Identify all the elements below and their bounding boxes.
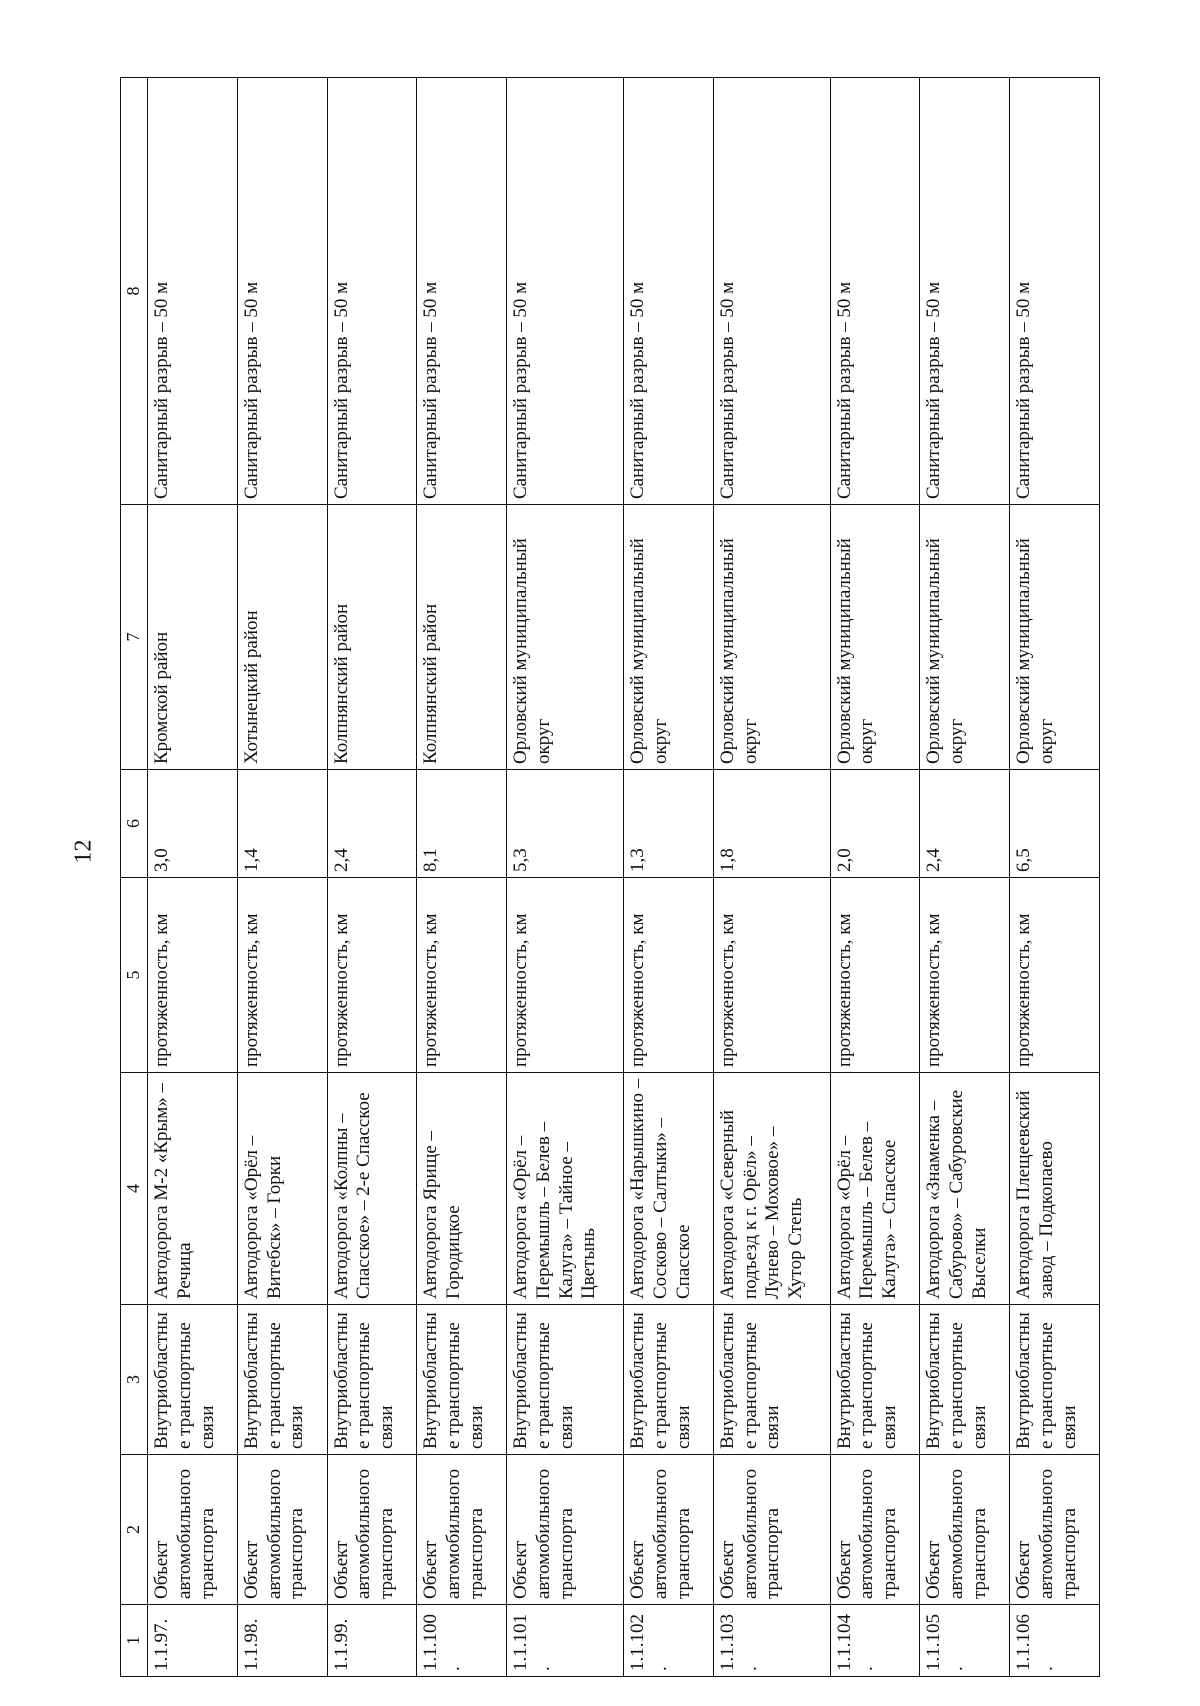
table-cell: протяженность, км (507, 878, 624, 1073)
table-cell: Санитарный разрыв – 50 м (417, 78, 507, 505)
table-row (417, 78, 507, 1677)
table-cell: Внутриобластные транспортные связи (920, 1305, 1010, 1455)
table-row (830, 78, 920, 1677)
table-row (327, 78, 417, 1677)
table-cell: Автодорога «Знаменка – Сабурово» – Сабуровские Выселки (920, 1073, 1010, 1305)
table-cell: Орловский муниципальный округ (713, 505, 830, 770)
table-cell: 1,8 (713, 770, 830, 878)
table-row (237, 78, 327, 1677)
table-cell: Хотынецкий район (237, 505, 327, 770)
table-cell: 1.1.106. (1010, 1605, 1100, 1677)
table-cell: Объект автомобильного транспорта (507, 1455, 624, 1605)
table-cell: Орловский муниципальный округ (507, 505, 624, 770)
table-cell: протяженность, км (920, 878, 1010, 1073)
table-cell: Колпнянский район (327, 505, 417, 770)
table-cell: 1,4 (237, 770, 327, 878)
table-row (1010, 78, 1100, 1677)
table-cell: Автодорога Ярище – Городицкое (417, 1073, 507, 1305)
table-cell: Внутриобластные транспортные связи (830, 1305, 920, 1455)
table-cell: 1.1.99. (327, 1605, 417, 1677)
table-cell: 1.1.104. (830, 1605, 920, 1677)
table-header-row (121, 78, 148, 1677)
table-cell: Кромской район (148, 505, 238, 770)
table-cell: 1.1.101. (507, 1605, 624, 1677)
table-cell: Внутриобластные транспортные связи (623, 1305, 713, 1455)
table-cell: протяженность, км (327, 878, 417, 1073)
table-cell: Внутриобластные транспортные связи (417, 1305, 507, 1455)
table-cell: Санитарный разрыв – 50 м (507, 78, 624, 505)
table-cell: Санитарный разрыв – 50 м (237, 78, 327, 505)
header-cell: 3 (121, 1305, 148, 1455)
table-cell: Внутриобластные транспортные связи (327, 1305, 417, 1455)
rotated-table-container (120, 77, 1100, 1677)
table-cell: протяженность, км (830, 878, 920, 1073)
table-cell: 5,3 (507, 770, 624, 878)
table-cell: протяженность, км (713, 878, 830, 1073)
table-cell: Орловский муниципальный округ (623, 505, 713, 770)
table-cell: Санитарный разрыв – 50 м (327, 78, 417, 505)
header-cell: 5 (121, 878, 148, 1073)
table-cell: Объект автомобильного транспорта (148, 1455, 238, 1605)
table-cell: Объект автомобильного транспорта (920, 1455, 1010, 1605)
table-cell: Колпнянский район (417, 505, 507, 770)
table-cell: Внутриобластные транспортные связи (237, 1305, 327, 1455)
table-cell: Автодорога М-2 «Крым» – Речица (148, 1073, 238, 1305)
header-cell: 2 (121, 1455, 148, 1605)
table-cell: протяженность, км (237, 878, 327, 1073)
table-row (148, 78, 238, 1677)
table-cell: 2,4 (920, 770, 1010, 878)
table-cell: протяженность, км (623, 878, 713, 1073)
table-cell: Автодорога «Нарышкино – Сосково – Салтыки» – Спасское (623, 1073, 713, 1305)
table-cell: Объект автомобильного транспорта (623, 1455, 713, 1605)
table-cell: 1.1.100. (417, 1605, 507, 1677)
table-cell: Автодорога Плещеевский завод – Подкопаево (1010, 1073, 1100, 1305)
table-cell: 1.1.103. (713, 1605, 830, 1677)
table-cell: Автодорога «Колпны – Спасское» – 2-е Спасское (327, 1073, 417, 1305)
table-cell: 2,0 (830, 770, 920, 878)
table-cell: Санитарный разрыв – 50 м (148, 78, 238, 505)
table-cell: Санитарный разрыв – 50 м (713, 78, 830, 505)
table-row (920, 78, 1010, 1677)
table-cell: 2,4 (327, 770, 417, 878)
table-cell: Орловский муниципальный округ (1010, 505, 1100, 770)
table-cell: Автодорога «Орёл – Витебск» – Горки (237, 1073, 327, 1305)
table-cell: Орловский муниципальный округ (830, 505, 920, 770)
header-cell: 4 (121, 1073, 148, 1305)
table-cell: Внутриобластные транспортные связи (713, 1305, 830, 1455)
table-cell: Объект автомобильного транспорта (417, 1455, 507, 1605)
table-cell: 1.1.98. (237, 1605, 327, 1677)
table-cell: протяженность, км (417, 878, 507, 1073)
table-cell: Внутриобластные транспортные связи (507, 1305, 624, 1455)
table-cell: Автодорога «Орёл – Перемышль – Белев – Калуга» – Тайное – Цветынь (507, 1073, 624, 1305)
page-number: 12 (70, 839, 97, 864)
table-cell: 1.1.102. (623, 1605, 713, 1677)
table-cell: 1.1.97. (148, 1605, 238, 1677)
table-cell: Санитарный разрыв – 50 м (1010, 78, 1100, 505)
table-cell: Объект автомобильного транспорта (713, 1455, 830, 1605)
table-cell: Объект автомобильного транспорта (327, 1455, 417, 1605)
table-cell: 8,1 (417, 770, 507, 878)
table-row (507, 78, 624, 1677)
table-cell: Внутриобластные транспортные связи (1010, 1305, 1100, 1455)
objects-table (120, 77, 1100, 1677)
table-cell: Объект автомобильного транспорта (1010, 1455, 1100, 1605)
table-cell: 6,5 (1010, 770, 1100, 878)
table-cell: Орловский муниципальный округ (920, 505, 1010, 770)
table-cell: Объект автомобильного транспорта (237, 1455, 327, 1605)
table-cell: Санитарный разрыв – 50 м (830, 78, 920, 505)
table-cell: 3,0 (148, 770, 238, 878)
table-cell: протяженность, км (1010, 878, 1100, 1073)
table-cell: Объект автомобильного транспорта (830, 1455, 920, 1605)
header-cell: 6 (121, 770, 148, 878)
table-cell: Санитарный разрыв – 50 м (623, 78, 713, 505)
header-cell: 8 (121, 78, 148, 505)
header-cell: 7 (121, 505, 148, 770)
table-cell: Внутриобластные транспортные связи (148, 1305, 238, 1455)
table-cell: Автодорога «Орёл – Перемышль – Белев – Калуга» – Спасское (830, 1073, 920, 1305)
table-row (713, 78, 830, 1677)
table-cell: протяженность, км (148, 878, 238, 1073)
header-cell: 1 (121, 1605, 148, 1677)
table-cell: Автодорога «Северный подъезд к г. Орёл» – Лунево – Моховое» – Хутор Степь (713, 1073, 830, 1305)
table-cell: Санитарный разрыв – 50 м (920, 78, 1010, 505)
table-cell: 1,3 (623, 770, 713, 878)
table-cell: 1.1.105. (920, 1605, 1010, 1677)
table-row (623, 78, 713, 1677)
